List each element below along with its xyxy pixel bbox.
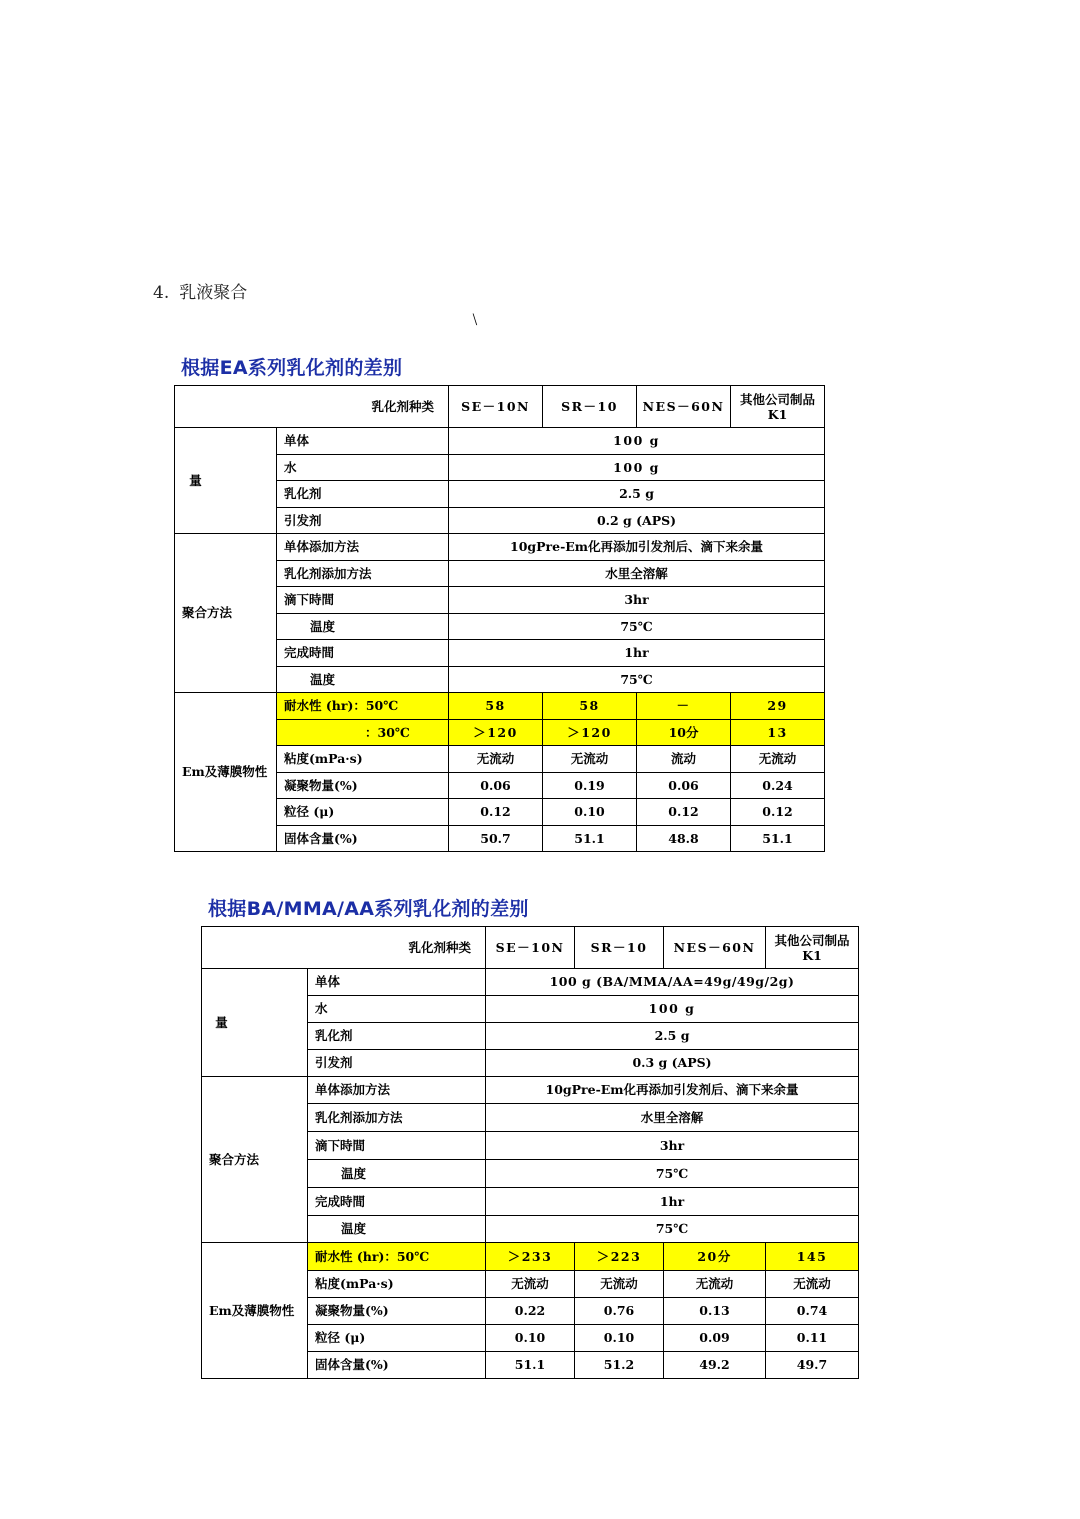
table2 bbox=[201, 926, 859, 1379]
cell: 0.09 bbox=[664, 1325, 766, 1352]
row-value: 1hr bbox=[486, 1188, 859, 1216]
row-value: 水里全溶解 bbox=[486, 1104, 859, 1132]
stray-mark: ﹨ bbox=[466, 308, 484, 329]
group-label: 聚合方法 bbox=[202, 1077, 308, 1243]
cell: ＞120 bbox=[449, 720, 543, 746]
cell: 10分 bbox=[637, 720, 731, 746]
cell: 0.22 bbox=[486, 1298, 575, 1325]
row-value: 2.5 g bbox=[486, 1023, 859, 1050]
row-value: 3hr bbox=[486, 1132, 859, 1160]
cell: 51.2 bbox=[575, 1352, 664, 1379]
row-label: 引发剂 bbox=[308, 1050, 486, 1077]
row-value: 10gPre-Em化再添加引发剂后、滴下来余量 bbox=[486, 1077, 859, 1104]
cell: ＞120 bbox=[543, 720, 637, 746]
row-label: 乳化剂 bbox=[308, 1023, 486, 1050]
row-label: 单体添加方法 bbox=[277, 534, 449, 561]
row-label: 完成時間 bbox=[277, 640, 449, 667]
section-number: 4. bbox=[153, 283, 170, 303]
cell: ＞223 bbox=[575, 1243, 664, 1271]
row-label: 完成時間 bbox=[308, 1188, 486, 1216]
cell: 0.12 bbox=[449, 799, 543, 826]
header-col: NES－60N bbox=[664, 927, 766, 969]
row-label: 粒径 (μ) bbox=[308, 1325, 486, 1352]
cell: 0.11 bbox=[766, 1325, 859, 1352]
row-value: 3hr bbox=[449, 587, 825, 614]
header-label: 乳化剂种类 bbox=[175, 386, 449, 428]
cell: 0.06 bbox=[637, 773, 731, 799]
cell: 0.13 bbox=[664, 1298, 766, 1325]
row-label: 乳化剂添加方法 bbox=[308, 1104, 486, 1132]
row-label: 乳化剂 bbox=[277, 481, 449, 508]
cell: 0.12 bbox=[731, 799, 825, 826]
row-value: 水里全溶解 bbox=[449, 561, 825, 587]
row-label: ：30℃ bbox=[277, 720, 449, 746]
header-col: SE－10N bbox=[486, 927, 575, 969]
cell: 49.2 bbox=[664, 1352, 766, 1379]
cell: 0.74 bbox=[766, 1298, 859, 1325]
row-value: 2.5 g bbox=[449, 481, 825, 508]
row-label: 单体 bbox=[277, 428, 449, 455]
row-label: 单体 bbox=[308, 969, 486, 996]
cell: 50.7 bbox=[449, 826, 543, 852]
table-row bbox=[175, 693, 825, 720]
row-label: 水 bbox=[308, 996, 486, 1023]
cell: － bbox=[637, 693, 731, 720]
header-col: SR－10 bbox=[575, 927, 664, 969]
cell: 0.10 bbox=[486, 1325, 575, 1352]
table1-header-row bbox=[175, 386, 825, 428]
row-label: 耐水性 (hr)：50℃ bbox=[277, 693, 449, 720]
row-label: 水 bbox=[277, 455, 449, 481]
cell: 51.1 bbox=[543, 826, 637, 852]
cell: 0.24 bbox=[731, 773, 825, 799]
table2-title: 根据BA/MMA/AA系列乳化剂的差别 bbox=[208, 898, 529, 920]
cell: 流动 bbox=[637, 746, 731, 773]
section-heading bbox=[153, 278, 247, 303]
cell: 13 bbox=[731, 720, 825, 746]
table-row bbox=[175, 534, 825, 561]
group-label: Em及薄膜物性 bbox=[175, 693, 277, 852]
cell: 无流动 bbox=[664, 1271, 766, 1298]
row-label: 凝聚物量(%) bbox=[308, 1298, 486, 1325]
header-col: NES－60N bbox=[637, 386, 731, 428]
header-col: 其他公司制品K1 bbox=[731, 386, 825, 428]
cell: 无流动 bbox=[543, 746, 637, 773]
table1 bbox=[174, 385, 825, 852]
row-value: 75℃ bbox=[449, 667, 825, 693]
header-label: 乳化剂种类 bbox=[202, 927, 486, 969]
cell: 无流动 bbox=[575, 1271, 664, 1298]
cell: 29 bbox=[731, 693, 825, 720]
table-row bbox=[175, 428, 825, 455]
row-label: 温度 bbox=[277, 614, 449, 640]
row-label: 温度 bbox=[308, 1216, 486, 1243]
cell: 49.7 bbox=[766, 1352, 859, 1379]
table-row bbox=[202, 1077, 859, 1104]
cell: 0.10 bbox=[575, 1325, 664, 1352]
row-value: 10gPre-Em化再添加引发剂后、滴下来余量 bbox=[449, 534, 825, 561]
row-value: 100 g bbox=[449, 428, 825, 455]
cell: 51.1 bbox=[731, 826, 825, 852]
section-title: 乳液聚合 bbox=[179, 283, 248, 303]
table-row bbox=[202, 969, 859, 996]
header-col: SE－10N bbox=[449, 386, 543, 428]
row-value: 0.3 g (APS) bbox=[486, 1050, 859, 1077]
table1-title: 根据EA系列乳化剂的差别 bbox=[181, 357, 403, 379]
table-row bbox=[202, 1243, 859, 1271]
row-value: 0.2 g (APS) bbox=[449, 508, 825, 534]
row-label: 粘度(mPa·s) bbox=[308, 1271, 486, 1298]
cell: 145 bbox=[766, 1243, 859, 1271]
header-col: 其他公司制品K1 bbox=[766, 927, 859, 969]
cell: 无流动 bbox=[766, 1271, 859, 1298]
row-value: 75℃ bbox=[449, 614, 825, 640]
row-label: 凝聚物量(%) bbox=[277, 773, 449, 799]
table2-header-row bbox=[202, 927, 859, 969]
row-value: 75℃ bbox=[486, 1216, 859, 1243]
row-label: 粒径 (μ) bbox=[277, 799, 449, 826]
cell: 51.1 bbox=[486, 1352, 575, 1379]
row-value: 1hr bbox=[449, 640, 825, 667]
row-label: 引发剂 bbox=[277, 508, 449, 534]
group-label: 量 bbox=[175, 428, 277, 534]
cell: 无流动 bbox=[486, 1271, 575, 1298]
row-label: 滴下時間 bbox=[277, 587, 449, 614]
row-value: 100 g (BA/MMA/AA=49g/49g/2g) bbox=[486, 969, 859, 996]
group-label: 量 bbox=[202, 969, 308, 1077]
cell: 0.10 bbox=[543, 799, 637, 826]
row-value: 100 g bbox=[449, 455, 825, 481]
cell: 0.06 bbox=[449, 773, 543, 799]
cell: 20分 bbox=[664, 1243, 766, 1271]
row-label: 乳化剂添加方法 bbox=[277, 561, 449, 587]
cell: 58 bbox=[449, 693, 543, 720]
row-label: 温度 bbox=[277, 667, 449, 693]
cell: 0.12 bbox=[637, 799, 731, 826]
group-label: Em及薄膜物性 bbox=[202, 1243, 308, 1379]
cell: 48.8 bbox=[637, 826, 731, 852]
cell: 无流动 bbox=[731, 746, 825, 773]
row-label: 单体添加方法 bbox=[308, 1077, 486, 1104]
row-label: 温度 bbox=[308, 1160, 486, 1188]
cell: 无流动 bbox=[449, 746, 543, 773]
group-label: 聚合方法 bbox=[175, 534, 277, 693]
cell: ＞233 bbox=[486, 1243, 575, 1271]
row-value: 100 g bbox=[486, 996, 859, 1023]
row-label: 粘度(mPa·s) bbox=[277, 746, 449, 773]
row-label: 固体含量(%) bbox=[277, 826, 449, 852]
cell: 58 bbox=[543, 693, 637, 720]
cell: 0.76 bbox=[575, 1298, 664, 1325]
row-label: 耐水性 (hr)：50℃ bbox=[308, 1243, 486, 1271]
row-label: 固体含量(%) bbox=[308, 1352, 486, 1379]
cell: 0.19 bbox=[543, 773, 637, 799]
row-label: 滴下時間 bbox=[308, 1132, 486, 1160]
row-value: 75℃ bbox=[486, 1160, 859, 1188]
header-col: SR－10 bbox=[543, 386, 637, 428]
